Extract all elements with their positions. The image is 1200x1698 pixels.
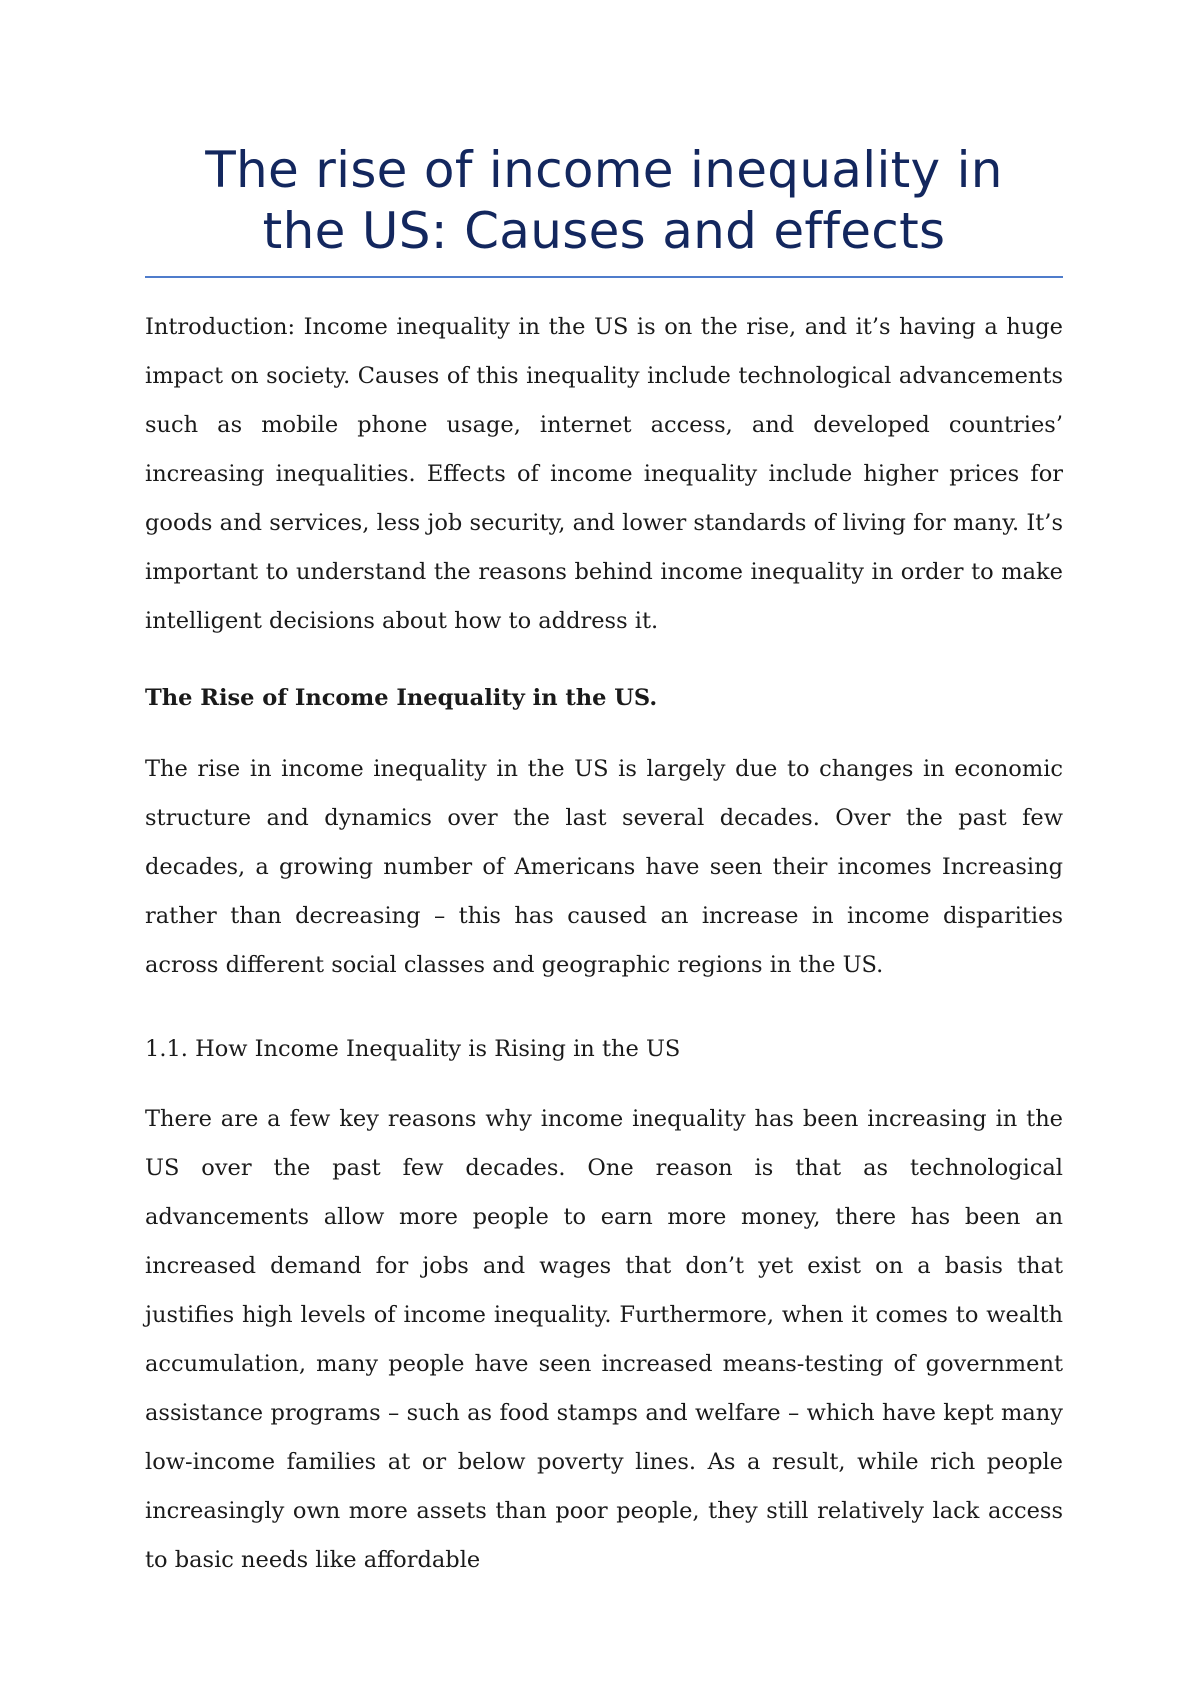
title-line-1: The rise of income inequality in (205, 141, 1003, 199)
document-title (145, 140, 1063, 262)
subsection-paragraph: There are a few key reasons why income inequality has been increasing in the US over the past few decades. One reason is that as technological advancements allow more people to earn more money, there has been an increased demand for jobs and wages that don’t yet exist on a basis that justifies high levels of income inequality. Furthermore, when it comes to wealth accumulation, many people have seen increased means-testing of government assistance programs – such as food stamps and welfare – which have kept many low-income families at or below poverty lines. As a result, while rich people increasingly own more assets than poor people, they still relatively lack access to basic needs like affordable (145, 1106, 1063, 1573)
intro-paragraph: Introduction: Income inequality in the US is on the rise, and it’s having a huge impact on society. Causes of this inequality include technological advancements such as mobile phone usage, internet access, and developed countries’ increasing inequalities. Effects of income inequality include higher prices for goods and services, less job security, and lower standards of living for many. It’s important to understand the reasons behind income inequality in order to make intelligent decisions about how to address it. (145, 314, 1063, 634)
title-line-2: the US: Causes and effects (262, 202, 946, 260)
section-heading: The Rise of Income Inequality in the US. (145, 685, 658, 711)
section-paragraph: The rise in income inequality in the US is largely due to changes in economic structure and dynamics over the last several decades. Over the past few decades, a growing number of Americans have seen their incomes Increasing rather than decreasing – this has caused an increase in income disparities across different social classes and geographic regions in the US. (145, 756, 1063, 978)
subsection-heading: 1.1. How Income Inequality is Rising in the US (145, 1036, 681, 1062)
title-underline-rule (145, 276, 1063, 278)
